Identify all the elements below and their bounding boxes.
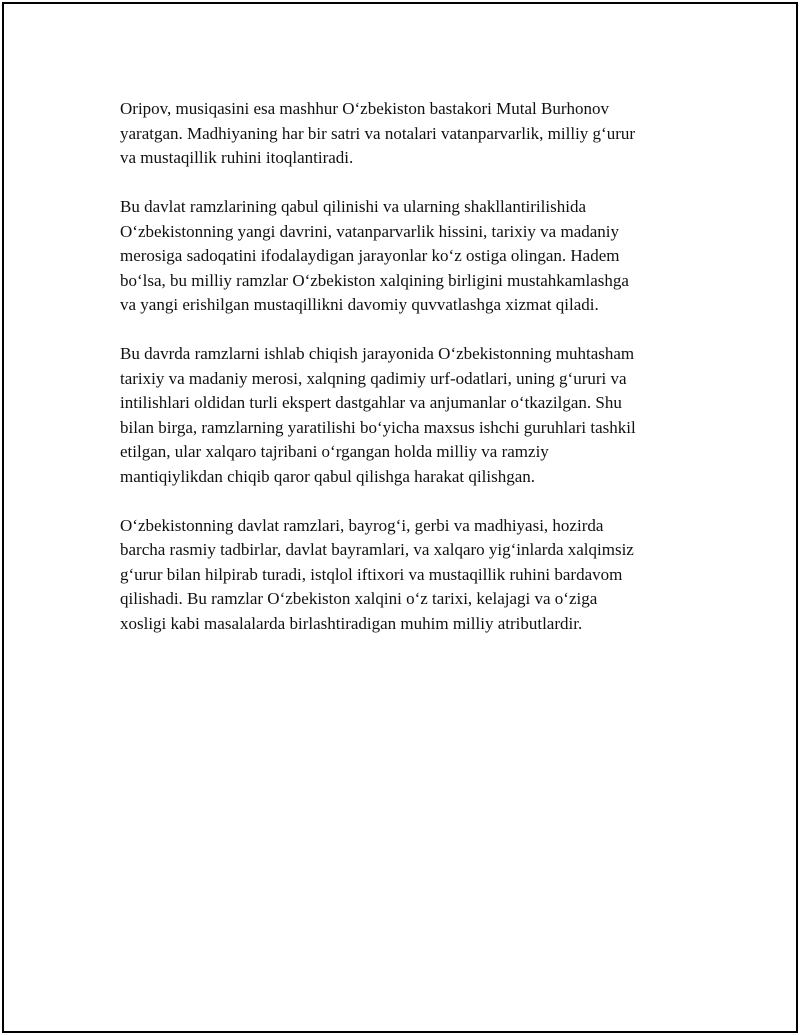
text-line: g‘urur bilan hilpirab turadi, istqlol iftixori va mustaqillik ruhini bardavom xyxy=(120,564,623,584)
text-line: Bu davlat ramzlarining qabul qilinishi va ularning shakllantirilishida xyxy=(120,197,586,216)
text-line: O‘zbekistonning yangi davrini, vatanparvarlik hissini, tarixiy va madaniy xyxy=(120,221,620,241)
paragraph-3 xyxy=(120,342,690,489)
document-page xyxy=(2,2,798,1033)
text-line: yaratgan. Madhiyaning har bir satri va notalari vatanparvarlik, milliy g‘urur xyxy=(120,123,636,143)
text-line: va mustaqillik ruhini itoqlantiradi. xyxy=(120,148,354,167)
text-line: merosiga sadoqatini ifodalaydigan jarayonlar ko‘z ostiga olingan. Hadem xyxy=(120,246,620,265)
text-line: tarixiy va madaniy merosi, xalqning qadimiy urf-odatlari, uning g‘ururi va xyxy=(120,368,627,388)
text-line: va yangi erishilgan mustaqillikni davomiy quvvatlashga xizmat qiladi. xyxy=(120,295,599,314)
paragraph-2 xyxy=(120,195,690,318)
paragraph-4 xyxy=(120,514,690,637)
document-body xyxy=(120,97,690,661)
text-line: barcha rasmiy tadbirlar, davlat bayramlari, va xalqaro yig‘inlarda xalqimsiz xyxy=(120,540,634,559)
text-line: mantiqiylikdan chiqib qaror qabul qilishga harakat qilishgan. xyxy=(120,466,535,486)
text-line: Bu davrda ramzlarni ishlab chiqish jarayonida O‘zbekistonning muhtasham xyxy=(120,344,635,363)
text-line: qilishadi. Bu ramzlar O‘zbekiston xalqini o‘z tarixi, kelajagi va o‘ziga xyxy=(120,589,598,608)
text-line: bilan birga, ramzlarning yaratilishi bo‘yicha maxsus ishchi guruhlari tashkil xyxy=(120,417,636,437)
text-line: intilishlari oldidan turli ekspert dastgahlar va anjumanlar o‘tkazilgan. Shu xyxy=(120,393,622,412)
text-line: Oripov, musiqasini esa mashhur O‘zbekiston bastakori Mutal Burhonov xyxy=(120,99,609,118)
paragraph-1 xyxy=(120,97,690,171)
text-line: xosligi kabi masalalarda birlashtiradigan muhim milliy atributlardir. xyxy=(120,613,583,633)
text-line: O‘zbekistonning davlat ramzlari, bayrog‘i, gerbi va madhiyasi, hozirda xyxy=(120,515,604,535)
text-line: etilgan, ular xalqaro tajribani o‘rgangan holda milliy va ramziy xyxy=(120,442,549,461)
text-line: bo‘lsa, bu milliy ramzlar O‘zbekiston xalqining birligini mustahkamlashga xyxy=(120,270,629,290)
